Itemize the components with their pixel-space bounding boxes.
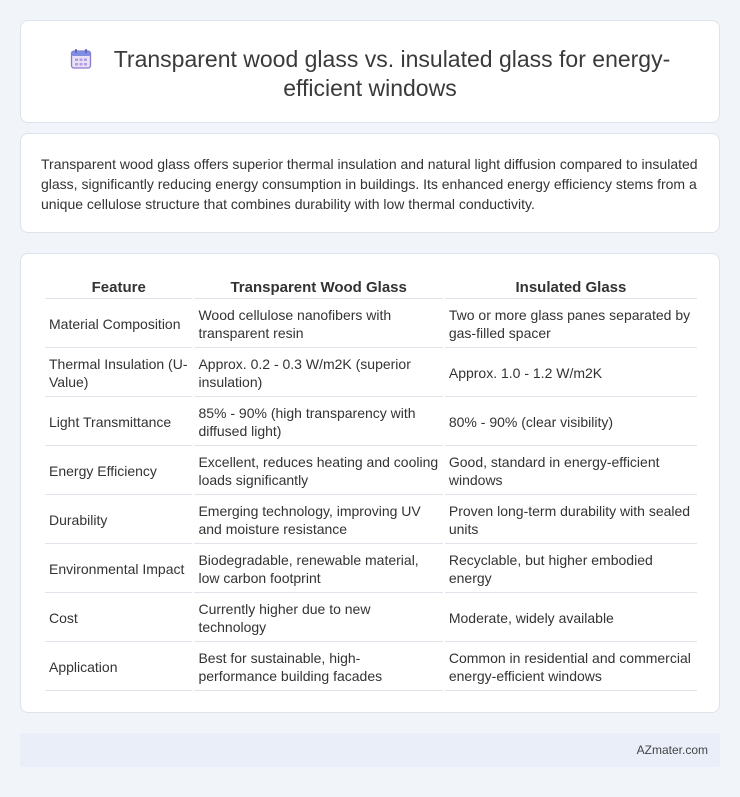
header-transparent-wood-glass: Transparent Wood Glass [194,276,442,299]
table-row [45,350,697,397]
insulated-glass-cell: Proven long-term durability with sealed units [445,497,697,544]
page-title: Transparent wood glass vs. insulated glass for energy-efficient windows [113,46,671,101]
footer-bar [20,733,720,767]
title-card [20,20,720,123]
feature-cell: Application [45,644,192,691]
insulated-glass-cell: Moderate, widely available [445,595,697,642]
insulated-glass-cell: Recyclable, but higher embodied energy [445,546,697,593]
transparent-wood-cell: Currently higher due to new technology [194,595,442,642]
table-row [45,644,697,691]
transparent-wood-cell: Best for sustainable, high-performance building facades [194,644,442,691]
insulated-glass-cell: Common in residential and commercial energy-efficient windows [445,644,697,691]
comparison-table [43,274,699,693]
transparent-wood-cell: Approx. 0.2 - 0.3 W/m2K (superior insulation) [194,350,442,397]
transparent-wood-cell: Emerging technology, improving UV and moisture resistance [194,497,442,544]
table-row [45,448,697,495]
comparison-table-card [20,253,720,713]
insulated-glass-cell: Good, standard in energy-efficient windows [445,448,697,495]
insulated-glass-cell: 80% - 90% (clear visibility) [445,399,697,446]
table-row [45,546,697,593]
transparent-wood-cell: Biodegradable, renewable material, low carbon footprint [194,546,442,593]
insulated-glass-cell: Two or more glass panes separated by gas-filled spacer [445,301,697,348]
feature-cell: Cost [45,595,192,642]
feature-cell: Environmental Impact [45,546,192,593]
title-block [61,45,679,103]
transparent-wood-cell: Excellent, reduces heating and cooling loads significantly [194,448,442,495]
table-header-row [45,276,697,299]
feature-cell: Energy Efficiency [45,448,192,495]
feature-cell: Durability [45,497,192,544]
feature-cell: Light Transmittance [45,399,192,446]
summary-text: Transparent wood glass offers superior thermal insulation and natural light diffusion compared to insulated glass, significantly reducing energy consumption in buildings. Its enhanced energy efficiency stems from a unique cellulose structure that combines durability with low thermal conductivity. [41,156,698,212]
header-insulated-glass: Insulated Glass [445,276,697,299]
header-feature: Feature [45,276,192,299]
feature-cell: Thermal Insulation (U-Value) [45,350,192,397]
table-row [45,399,697,446]
table-row [45,301,697,348]
transparent-wood-cell: Wood cellulose nanofibers with transparent resin [194,301,442,348]
feature-cell: Material Composition [45,301,192,348]
calendar-icon [70,48,92,70]
table-row [45,497,697,544]
insulated-glass-cell: Approx. 1.0 - 1.2 W/m2K [445,350,697,397]
summary-card [20,133,720,233]
footer-brand: AZmater.com [636,743,708,757]
table-row [45,595,697,642]
transparent-wood-cell: 85% - 90% (high transparency with diffused light) [194,399,442,446]
